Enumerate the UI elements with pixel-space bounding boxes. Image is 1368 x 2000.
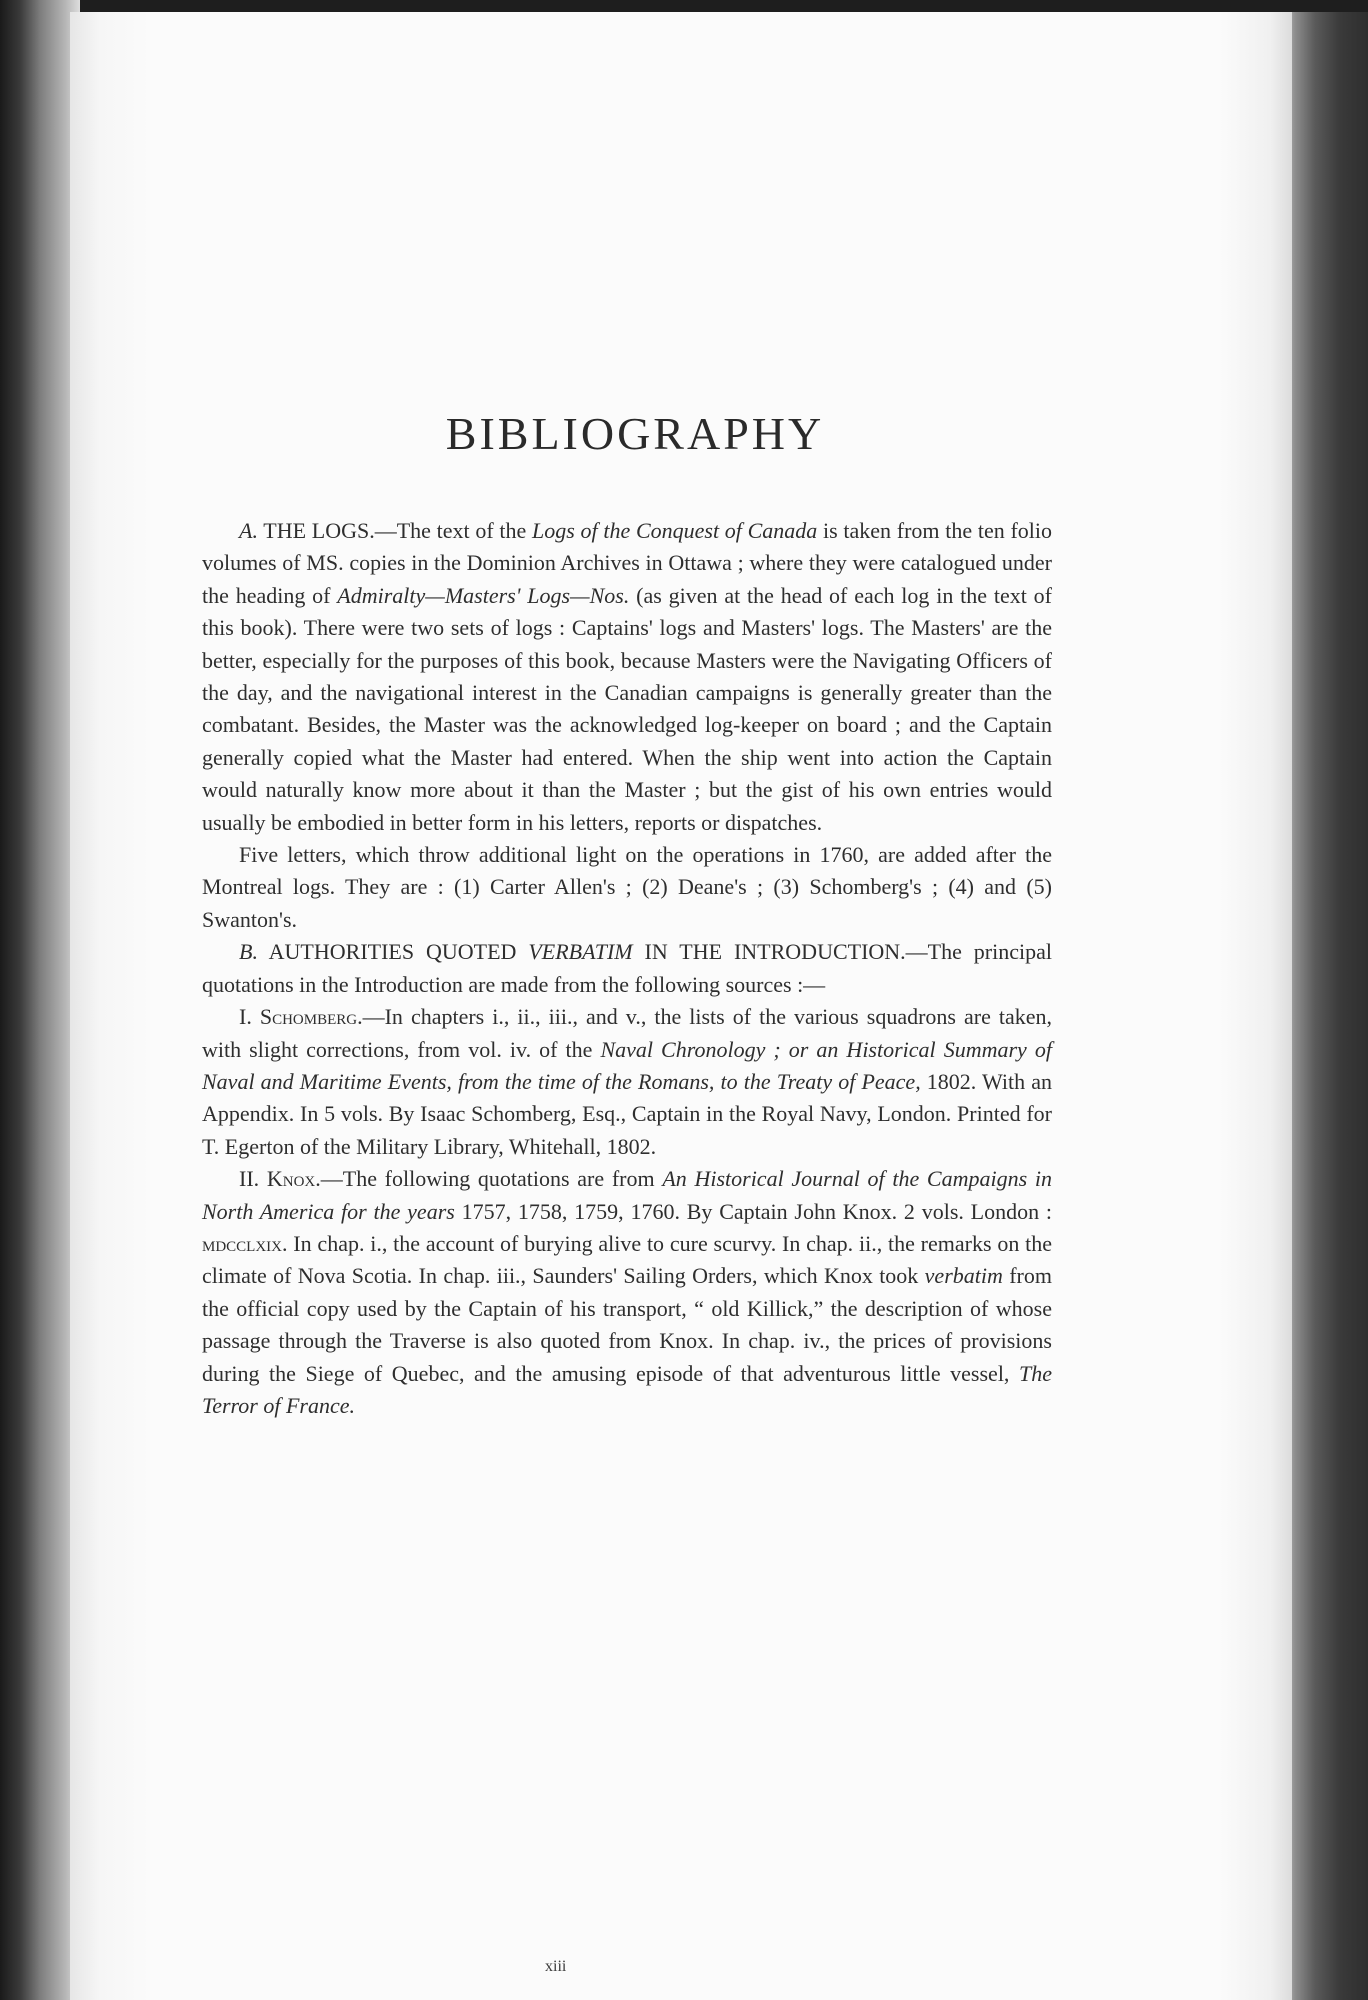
book-page — [70, 12, 1292, 2000]
section-a-label: A. — [239, 518, 258, 543]
schomberg-numeral: I. — [239, 1004, 260, 1030]
paragraph-schomberg — [202, 1001, 1052, 1163]
logs-text-1: is taken from the ten folio volumes of MS. copies in the Dominion Archives in Ottawa ; where they were catalogued under the heading of — [202, 518, 1053, 608]
knox-text-2: 1757, 1758, 1759, 1760. By Captain John Knox. 2 vols. London : — [454, 1198, 1053, 1224]
section-b-heading-a: AUTHORITIES QUOTED — [257, 939, 529, 965]
paragraph-authorities — [202, 936, 1052, 1001]
bibliography-body — [202, 515, 1052, 1422]
knox-text-4: from the official copy used by the Captain of his transport, “ old Killick,” the description of whose passage through the Traverse is also quoted from Knox. In chap. iv., the prices of provisions during the Siege of Quebec, and the amusing episode of that adventurous little vessel, — [202, 1263, 1052, 1386]
page-title: BIBLIOGRAPHY — [445, 408, 825, 459]
paragraph-letters: Five letters, which throw additional light on the operations in 1760, are added after the Montreal logs. They are : (1) Carter Allen's ; (2) Deane's ; (3) Schomberg's ; (4) and (5) Swanton's. — [202, 842, 1052, 932]
terror-of-france-title: The Terror of France. — [202, 1360, 1052, 1418]
naval-chronology-title: Naval Chronology ; or an Historical Summary of Naval and Maritime Events, from the time of the Romans, to the Treaty of Peace, — [202, 1036, 1052, 1094]
verbatim-italic: verbatim — [924, 1263, 1003, 1289]
section-b-label: B. — [239, 939, 258, 965]
paragraph-knox — [202, 1163, 1052, 1422]
logs-text-2: (as given at the head of each log in the text of this book). There were two sets of logs : Captains' logs and Masters' logs. The Masters' are the better, especially for the purposes of this book, because Masters were the Navigating Officers of the day, and the navigational interest in the Canadian campaigns is generally greater than the combatant. Besides, the Master was the acknowledged log-keeper on board ; and the Captain generally copied what the Master had entered. When the ship went into action the Captain would naturally know more about it than the Master ; but the gist of his own entries would usually be embodied in better form in his letters, reports or dispatches. — [202, 582, 1052, 835]
knox-numeral: II. — [239, 1166, 267, 1192]
knox-year: mdcclxix — [202, 1230, 283, 1256]
scan-top-edge — [0, 0, 1368, 12]
section-a-heading: THE LOGS.—The text of the — [257, 518, 532, 543]
schomberg-text-1: .—In chapters i., ii., iii., and v., the lists of the various squadrons are taken, with slight corrections, from vol. iv. of the — [202, 1004, 1053, 1062]
knox-name: Knox — [266, 1166, 316, 1192]
historical-journal-title: An Historical Journal of the Campaigns in North America for the years — [202, 1166, 1052, 1224]
book-spine-shadow — [0, 0, 80, 2000]
schomberg-name: Schomberg — [259, 1004, 358, 1030]
knox-text-3: . In chap. i., the account of burying alive to cure scurvy. In chap. ii., the remarks on the climate of Nova Scotia. In chap. iii., Saunders' Sailing Orders, which Knox took — [202, 1230, 1052, 1289]
paragraph-logs — [202, 515, 1052, 839]
page-number: xiii — [545, 1958, 567, 1975]
admiralty-heading: Admiralty—Masters' Logs—Nos. — [337, 582, 630, 608]
schomberg-text-2: 1802. With an Appendix. In 5 vols. By Isaac Schomberg, Esq., Captain in the Royal Navy, London. Printed for T. Egerton of the Military Library, Whitehall, 1802. — [202, 1068, 1053, 1159]
verbatim-word: VERBATIM — [528, 939, 633, 965]
page-edges — [1285, 12, 1368, 2000]
section-b-heading-b: IN THE INTRODUCTION.—The principal quotations in the Introduction are made from the following sources :— — [202, 939, 1052, 997]
knox-text-1: .—The following quotations are from — [315, 1166, 663, 1192]
logs-title: Logs of the Conquest of Canada — [532, 518, 818, 543]
